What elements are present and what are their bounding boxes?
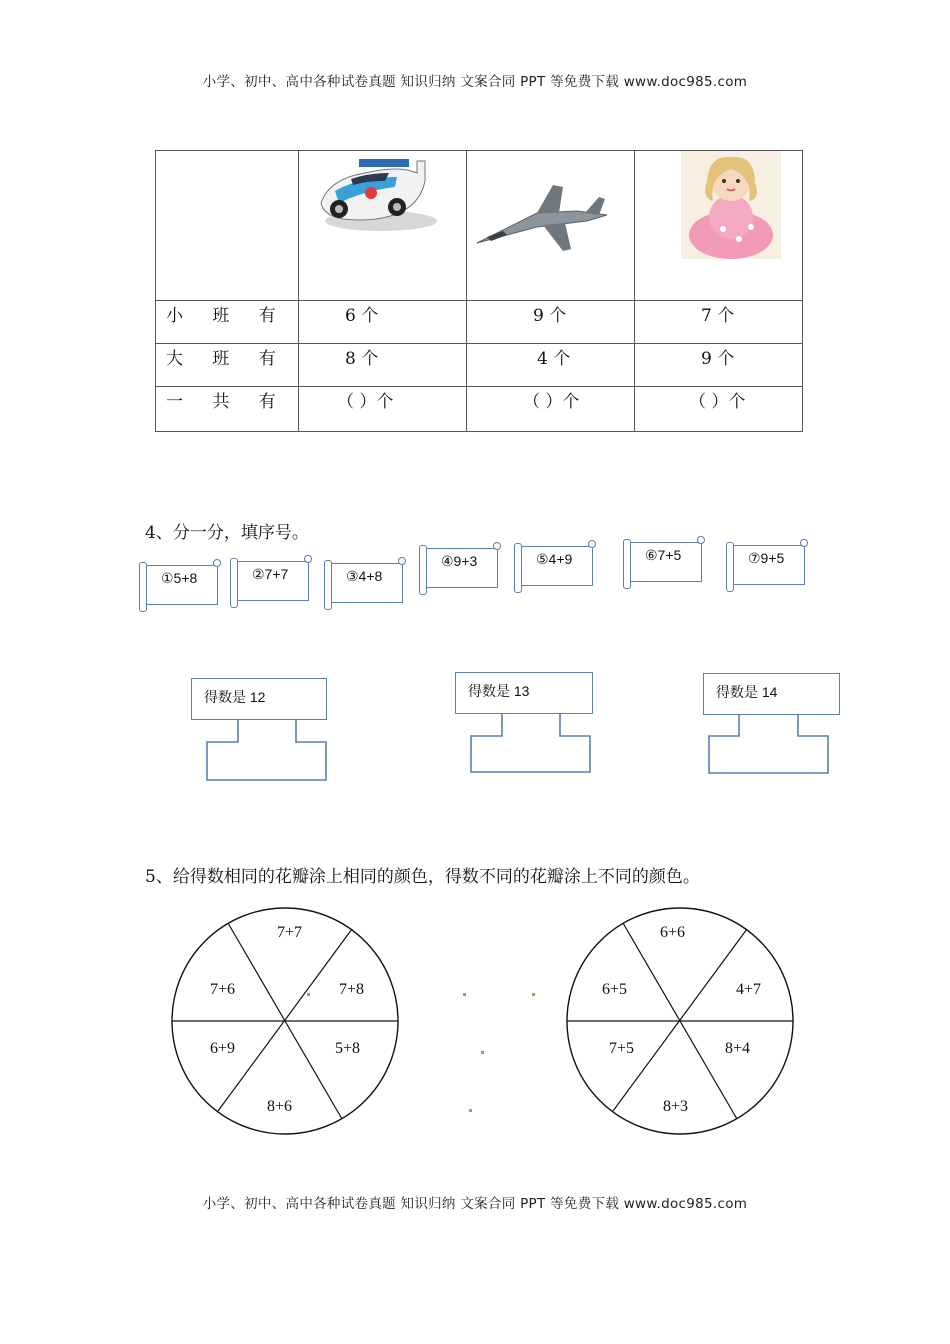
petal-l-bottom[interactable]: 8+6 [267,1098,293,1115]
petal-r-lower-right[interactable]: 8+4 [725,1040,751,1057]
page-footer: 小学、初中、高中各种试卷真题 知识归纳 文案合同 PPT 等免费下载 www.doc985.com [202,1196,748,1212]
toy-count-table [155,150,803,432]
card-5[interactable] [517,546,593,586]
row-label-total: 一 共 有 [156,387,299,432]
q5-title: 5、给得数相同的花瓣涂上相同的颜色，得数不同的花瓣涂上不同的颜色。 [145,867,700,887]
small-class-doll: 7 个 [635,301,803,344]
toy-car-cell [299,151,467,301]
score-box-13[interactable] [455,672,593,714]
petal-l-top[interactable]: 7+7 [277,924,303,941]
card-1[interactable] [142,565,218,605]
card-5-label: ⑤4+9 [536,551,573,567]
card-4-label: ④9+3 [441,553,478,569]
doll-cell [635,151,803,301]
card-2-label: ②7+7 [252,566,289,582]
card-1-label: ①5+8 [161,570,198,586]
total-jet-blank[interactable]: （ ）个 [467,387,635,432]
score-box-12-label: 得数是 12 [204,689,266,705]
petal-l-lower-left[interactable]: 6+9 [210,1040,236,1057]
table-corner-cell [156,151,299,301]
page-header: 小学、初中、高中各种试卷真题 知识归纳 文案合同 PPT 等免费下载 www.doc985.com [202,74,748,90]
total-doll-blank[interactable]: （ ）个 [635,387,803,432]
toy-jet-image [467,151,634,295]
q4-title: 4、分一分，填序号。 [145,523,309,543]
petal-l-lower-right[interactable]: 5+8 [335,1040,361,1057]
card-6[interactable] [626,542,702,582]
petal-r-upper-left[interactable]: 6+5 [602,981,628,998]
card-7-label: ⑦9+5 [748,550,785,566]
petal-r-upper-right[interactable]: 4+7 [736,981,762,998]
card-3[interactable] [327,563,403,603]
score-box-13-label: 得数是 13 [468,683,530,699]
stray-dots [455,985,545,1115]
row-label-big-class: 大 班 有 [156,344,299,387]
total-car-blank[interactable]: （ ）个 [299,387,467,432]
toy-jet-cell [467,151,635,301]
row-label-small-class: 小 班 有 [156,301,299,344]
small-class-jet: 9 个 [467,301,635,344]
card-2[interactable] [233,561,309,601]
card-3-label: ③4+8 [346,568,383,584]
petal-r-top[interactable]: 6+6 [660,924,686,941]
petal-l-upper-left[interactable]: 7+6 [210,981,236,998]
petal-r-bottom[interactable]: 8+3 [663,1098,689,1115]
score-box-14-label: 得数是 14 [716,684,778,700]
flower-wheel-left [170,905,410,1145]
flower-wheel-right [565,905,805,1145]
card-4[interactable] [422,548,498,588]
doll-image [635,151,802,295]
card-6-label: ⑥7+5 [645,547,682,563]
big-class-doll: 9 个 [635,344,803,387]
big-class-car: 8 个 [299,344,467,387]
card-7[interactable] [729,545,805,585]
small-class-car: 6 个 [299,301,467,344]
score-box-12[interactable] [191,678,327,720]
petal-l-upper-right[interactable]: 7+8 [339,981,365,998]
petal-r-lower-left[interactable]: 7+5 [609,1040,635,1057]
toy-car-image [299,151,466,295]
big-class-jet: 4 个 [467,344,635,387]
score-box-14[interactable] [703,673,840,715]
